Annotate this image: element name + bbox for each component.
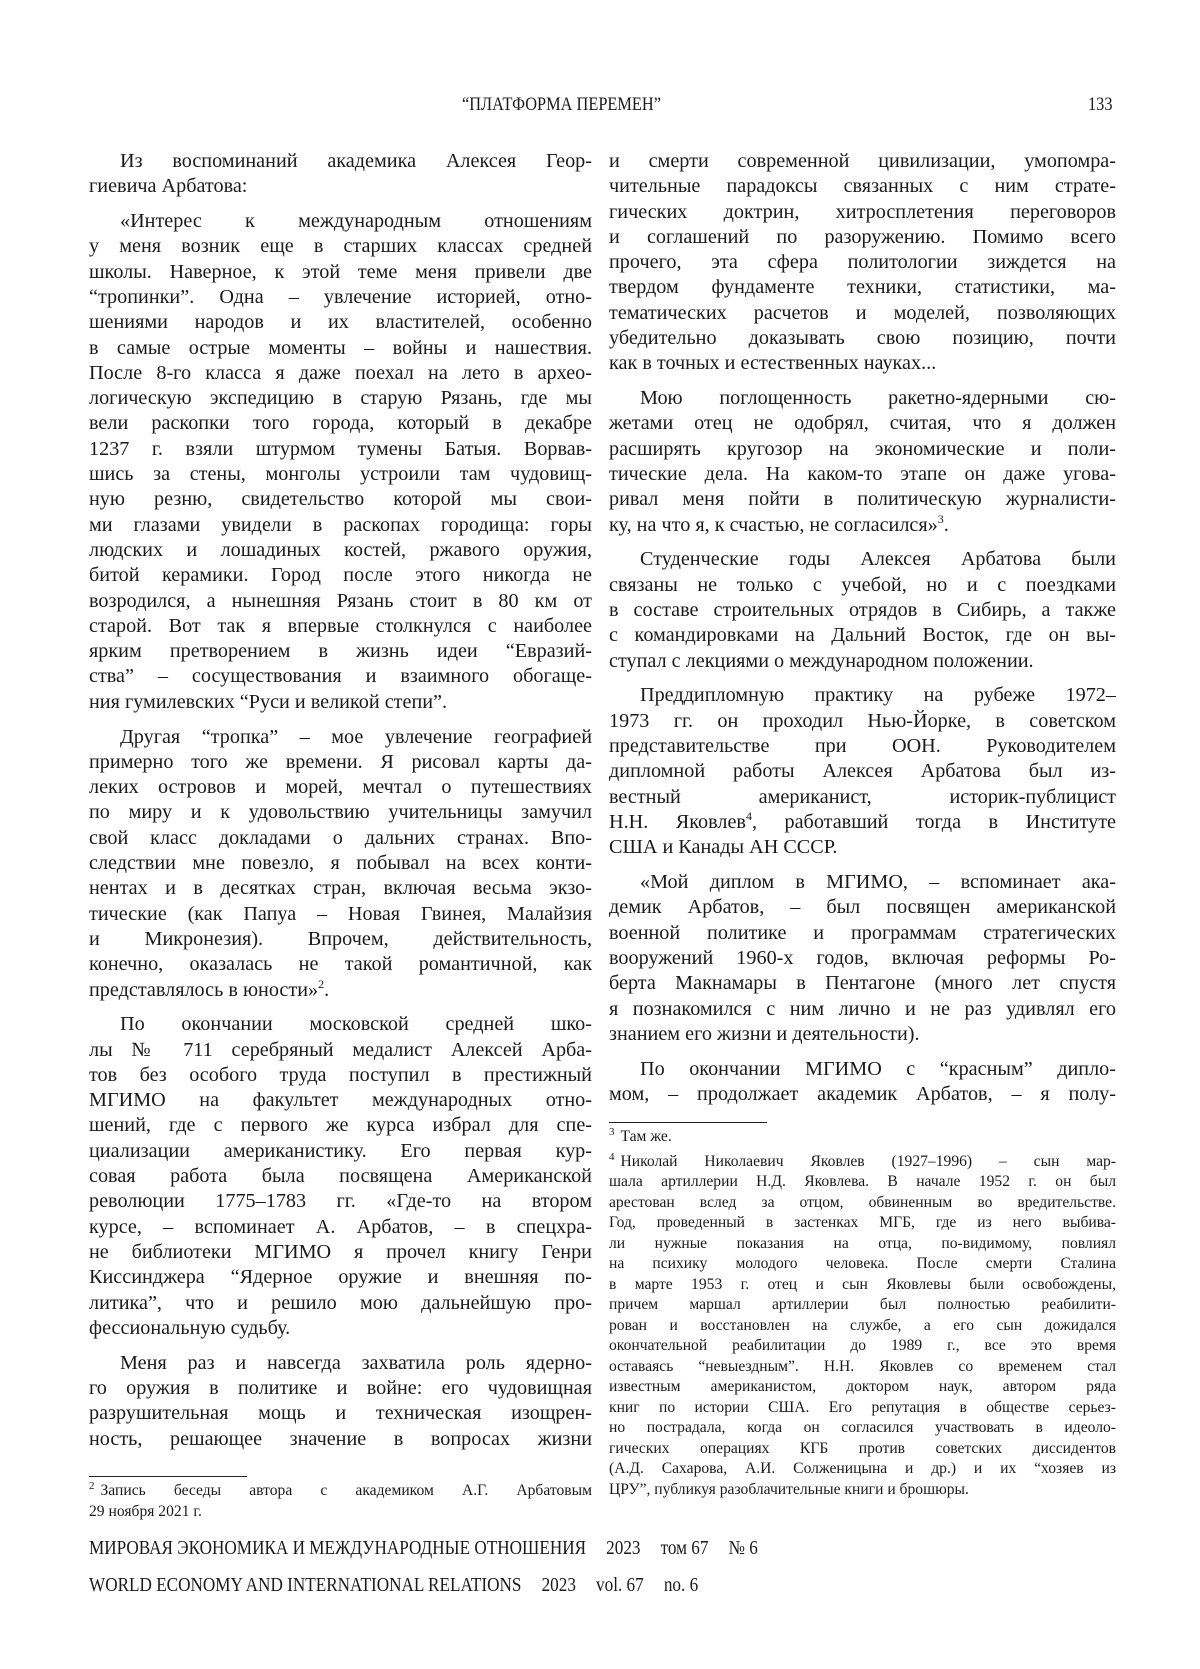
text-line: мом, – продолжает академик Арбатов, – я полу- bbox=[609, 1082, 1116, 1107]
text-line: тические дела. На каком-то этапе он даже угова- bbox=[609, 462, 1116, 487]
journal-volume: том 67 bbox=[661, 1538, 709, 1559]
text-line: гических доктрин, хитросплетения переговоров bbox=[609, 200, 1116, 225]
text-line: с командировками на Дальний Восток, где он вы- bbox=[609, 623, 1116, 648]
text-line: у меня возник еще в старших классах средней bbox=[89, 234, 592, 259]
text-line: 1237 г. взяли штурмом тумены Батыя. Ворвав- bbox=[89, 437, 592, 462]
text-line: в самые острые моменты – войны и нашествия. bbox=[89, 336, 592, 361]
text-line: ства” – сосуществования и взаимного обогаще- bbox=[89, 664, 592, 689]
text-line: вооружений 1960-х годов, включая реформы Ро- bbox=[609, 946, 1116, 971]
text-line: Киссинджера “Ядерное оружие и внешняя по- bbox=[89, 1265, 592, 1290]
text-line: не библиотеки МГИМО я прочел книгу Генри bbox=[89, 1240, 592, 1265]
text-line: свой класс докладами о дальних странах. Впо- bbox=[89, 826, 592, 851]
text-line: После 8-го класса я даже поехал на лето в архео- bbox=[89, 361, 592, 386]
text-line: Н.Н. Яковлев4, работавший тогда в Институте bbox=[609, 810, 1116, 835]
text-line: твердом фундаменте техники, статистики, ма- bbox=[609, 275, 1116, 300]
paragraph bbox=[89, 209, 592, 715]
text-line: возродился, а нынешняя Рязань стоит в 80 км от bbox=[89, 589, 592, 614]
text-line: и смерти современной цивилизации, умопомра- bbox=[609, 149, 1116, 174]
text-line: я познакомился с ним лично и не раз удивлял его bbox=[609, 997, 1116, 1022]
text-line: США и Канады АН СССР. bbox=[609, 835, 1116, 860]
journal-name: WORLD ECONOMY AND INTERNATIONAL RELATIONS bbox=[89, 1575, 521, 1596]
left-column bbox=[89, 149, 592, 1461]
footnote-line: известным американистом, доктором наук, автором ряда bbox=[609, 1377, 1116, 1398]
paragraph bbox=[89, 1351, 592, 1452]
footnote bbox=[609, 1152, 1116, 1501]
text-line: шений, где с первого же курса избрал для спе- bbox=[89, 1113, 592, 1138]
right-column bbox=[609, 149, 1116, 1117]
text-line: демик Арбатов, – был посвящен американской bbox=[609, 895, 1116, 920]
paragraph bbox=[609, 1057, 1116, 1108]
text-line: битой керамики. Город после этого никогда не bbox=[89, 563, 592, 588]
text-line: лы № 711 серебряный медалист Алексей Арба- bbox=[89, 1038, 592, 1063]
text-line: берта Макнамары в Пентагоне (много лет спустя bbox=[609, 971, 1116, 996]
text-line: в составе строительных отрядов в Сибирь, а также bbox=[609, 598, 1116, 623]
text-line: следствии мне повезло, я побывал на всех конти- bbox=[89, 851, 592, 876]
text-line: прочего, эта сфера политологии зиждется на bbox=[609, 250, 1116, 275]
footnote-reference: 2 bbox=[318, 978, 324, 991]
text-line: ярким претворением в жизнь идеи “Евразий- bbox=[89, 639, 592, 664]
footnote bbox=[609, 1127, 1116, 1148]
text-line: логическую экспедицию в старую Рязань, где мы bbox=[89, 386, 592, 411]
text-line: фессиональную судьбу. bbox=[89, 1316, 592, 1341]
footnote-line: 3 Там же. bbox=[609, 1127, 1116, 1148]
footnote-line: 29 ноября 2021 г. bbox=[89, 1502, 592, 1523]
paragraph bbox=[89, 725, 592, 1003]
text-line: убедительно доказывать свою позицию, почти bbox=[609, 326, 1116, 351]
text-line: ку, на что я, к счастью, не согласился»3. bbox=[609, 513, 1116, 538]
footnote-line: окончательной реабилитации до 1989 г., все это время bbox=[609, 1336, 1116, 1357]
journal-name: МИРОВАЯ ЭКОНОМИКА И МЕЖДУНАРОДНЫЕ ОТНОШЕНИЯ bbox=[89, 1538, 586, 1559]
journal-issue: no. 6 bbox=[664, 1575, 698, 1596]
text-line: тематических расчетов и моделей, позволяющих bbox=[609, 301, 1116, 326]
text-line: тов без особого труда поступил в престижный bbox=[89, 1063, 592, 1088]
footnote-line: причем маршал артиллерии был полностью реабилити- bbox=[609, 1295, 1116, 1316]
text-line: вели раскопки того города, который в декабре bbox=[89, 411, 592, 436]
footnotes-left bbox=[89, 1481, 592, 1526]
paragraph bbox=[609, 149, 1116, 377]
text-line: тические (как Папуа – Новая Гвинея, Малайзия bbox=[89, 902, 592, 927]
text-line: ную резню, свидетельство которой мы свои- bbox=[89, 487, 592, 512]
text-line: «Интерес к международным отношениям bbox=[89, 209, 592, 234]
text-line: ность, решающее значение в вопросах жизни bbox=[89, 1427, 592, 1452]
text-line: как в точных и естественных науках... bbox=[609, 351, 1116, 376]
footnote-line: ЦРУ”, публикуя разоблачительные книги и брошюры. bbox=[609, 1480, 1116, 1501]
footnote-line: шала артиллерии Н.Д. Яковлева. В начале 1952 г. он был bbox=[609, 1172, 1116, 1193]
paragraph bbox=[609, 547, 1116, 673]
text-line: связаны не только с учебой, но и с поездками bbox=[609, 573, 1116, 598]
text-line: гиевича Арбатова: bbox=[89, 174, 592, 199]
paragraph bbox=[609, 870, 1116, 1047]
text-line: примерно того же времени. Я рисовал карты да- bbox=[89, 750, 592, 775]
page-number: 133 bbox=[1087, 94, 1112, 116]
footnote-divider bbox=[609, 1122, 767, 1123]
footnote-line: Год, проведенный в застенках МГБ, где из него выбива- bbox=[609, 1213, 1116, 1234]
text-line: по миру и к удовольствию учительницы замучил bbox=[89, 800, 592, 825]
footnote-divider bbox=[89, 1476, 247, 1477]
text-line: По окончании московской средней шко- bbox=[89, 1012, 592, 1037]
text-line: жетами отец не одобрял, считая, что я должен bbox=[609, 411, 1116, 436]
text-line: знанием его жизни и деятельности). bbox=[609, 1022, 1116, 1047]
running-title: “ПЛАТФОРМА ПЕРЕМЕН” bbox=[462, 94, 661, 116]
text-line: леких островов и морей, мечтал о путешествиях bbox=[89, 775, 592, 800]
text-line: военной политике и программам стратегических bbox=[609, 921, 1116, 946]
text-line: Студенческие годы Алексея Арбатова были bbox=[609, 547, 1116, 572]
footnote-line: книг по истории США. Его репутация в обществе серьез- bbox=[609, 1398, 1116, 1419]
text-line: шениями народов и их властителей, особенно bbox=[89, 310, 592, 335]
text-line: старой. Вот так я впервые столкнулся с наиболее bbox=[89, 614, 592, 639]
footnote-line: рован и восстановлен на службе, а его сын дожидался bbox=[609, 1316, 1116, 1337]
text-line: Из воспоминаний академика Алексея Геор- bbox=[89, 149, 592, 174]
footnote-line: 2 Запись беседы автора с академиком А.Г. Арбатовым bbox=[89, 1481, 592, 1502]
footnote-number: 3 bbox=[609, 1127, 615, 1138]
text-line: нентах и в десятках стран, включая весьма экзо- bbox=[89, 876, 592, 901]
text-line: расширять кругозор на экономические и поли- bbox=[609, 437, 1116, 462]
text-line: представительстве при ООН. Руководителем bbox=[609, 734, 1116, 759]
text-line: «Мой диплом в МГИМО, – вспоминает ака- bbox=[609, 870, 1116, 895]
text-line: ступал с лекциями о международном положении. bbox=[609, 649, 1116, 674]
text-line: вестный американист, историк-публицист bbox=[609, 785, 1116, 810]
text-line: Преддипломную практику на рубеже 1972– bbox=[609, 683, 1116, 708]
footnote-line: в марте 1953 г. отец и сын Яковлевы были освобождены, bbox=[609, 1275, 1116, 1296]
text-line: циализации американистику. Его первая кур- bbox=[89, 1139, 592, 1164]
footnote-line: оставаясь “невыездным”. Н.Н. Яковлев со временем стал bbox=[609, 1357, 1116, 1378]
text-line: МГИМО на факультет международных отно- bbox=[89, 1088, 592, 1113]
footnote-line: на психику молодого человека. После смерти Сталина bbox=[609, 1254, 1116, 1275]
journal-footer-ru bbox=[89, 1538, 774, 1560]
paragraph bbox=[609, 683, 1116, 860]
journal-year: 2023 bbox=[606, 1538, 640, 1559]
footnote-line: арестован вслед за отцом, обвиненным во вредительстве. bbox=[609, 1193, 1116, 1214]
text-line: ния гумилевских “Руси и великой степи”. bbox=[89, 690, 592, 715]
journal-volume: vol. 67 bbox=[596, 1575, 644, 1596]
journal-issue: № 6 bbox=[729, 1538, 758, 1559]
text-line: шись за стены, монголы устроили там чудовищ- bbox=[89, 462, 592, 487]
text-line: революции 1775–1783 гг. «Где-то на втором bbox=[89, 1189, 592, 1214]
paragraph bbox=[609, 386, 1116, 538]
paragraph bbox=[89, 149, 592, 200]
text-line: чительные парадоксы связанных с ним страте- bbox=[609, 174, 1116, 199]
footnote-number: 4 bbox=[609, 1152, 615, 1163]
footnote-line: но пострадала, когда он согласился участвовать в идеоло- bbox=[609, 1418, 1116, 1439]
text-line: и Микронезия). Впрочем, действительность, bbox=[89, 927, 592, 952]
text-line: представлялось в юности»2. bbox=[89, 978, 592, 1003]
journal-footer-en bbox=[89, 1575, 714, 1597]
text-line: совая работа была посвящена Американской bbox=[89, 1164, 592, 1189]
footnote-line: (А.Д. Сахарова, А.И. Солженицына и др.) и их “хозяев из bbox=[609, 1459, 1116, 1480]
text-line: конечно, оказалась не такой романтичной, как bbox=[89, 952, 592, 977]
text-line: и соглашений по разоружению. Помимо всего bbox=[609, 225, 1116, 250]
footnote-line: 4 Николай Николаевич Яковлев (1927–1996) – сын мар- bbox=[609, 1152, 1116, 1173]
text-line: го оружия в политике и войне: его чудовищная bbox=[89, 1376, 592, 1401]
text-line: Меня раз и навсегда захватила роль ядерно- bbox=[89, 1351, 592, 1376]
text-line: людских и лошадиных костей, ржавого оружия, bbox=[89, 538, 592, 563]
footnote-reference: 3 bbox=[938, 513, 944, 526]
text-line: литика”, что и решило мою дальнейшую про- bbox=[89, 1291, 592, 1316]
text-line: разрушительная мощь и техническая изощрен- bbox=[89, 1401, 592, 1426]
footnote-number: 2 bbox=[89, 1481, 95, 1492]
footnote-reference: 4 bbox=[746, 810, 752, 823]
text-line: Мою поглощенность ракетно-ядерными сю- bbox=[609, 386, 1116, 411]
footnote-line: ли нужные показания на отца, по-видимому, повлиял bbox=[609, 1234, 1116, 1255]
text-line: ривал меня пойти в политическую журналисти- bbox=[609, 487, 1116, 512]
text-line: “тропинки”. Одна – увлечение историей, отно- bbox=[89, 285, 592, 310]
text-line: школы. Наверное, к этой теме меня привели две bbox=[89, 260, 592, 285]
footnote bbox=[89, 1481, 592, 1522]
text-line: курсе, – вспоминает А. Арбатов, – в спецхра- bbox=[89, 1215, 592, 1240]
text-line: дипломной работы Алексея Арбатова был из- bbox=[609, 759, 1116, 784]
text-line: 1973 гг. он проходил Нью-Йорке, в советском bbox=[609, 709, 1116, 734]
footnotes-right bbox=[609, 1127, 1116, 1504]
text-line: По окончании МГИМО с “красным” дипло- bbox=[609, 1057, 1116, 1082]
paragraph bbox=[89, 1012, 592, 1341]
footnote-line: гических операциях КГБ против советских диссидентов bbox=[609, 1439, 1116, 1460]
text-line: ми глазами увидели в раскопах городища: горы bbox=[89, 513, 592, 538]
text-line: Другая “тропка” – мое увлечение географией bbox=[89, 725, 592, 750]
journal-year: 2023 bbox=[542, 1575, 576, 1596]
